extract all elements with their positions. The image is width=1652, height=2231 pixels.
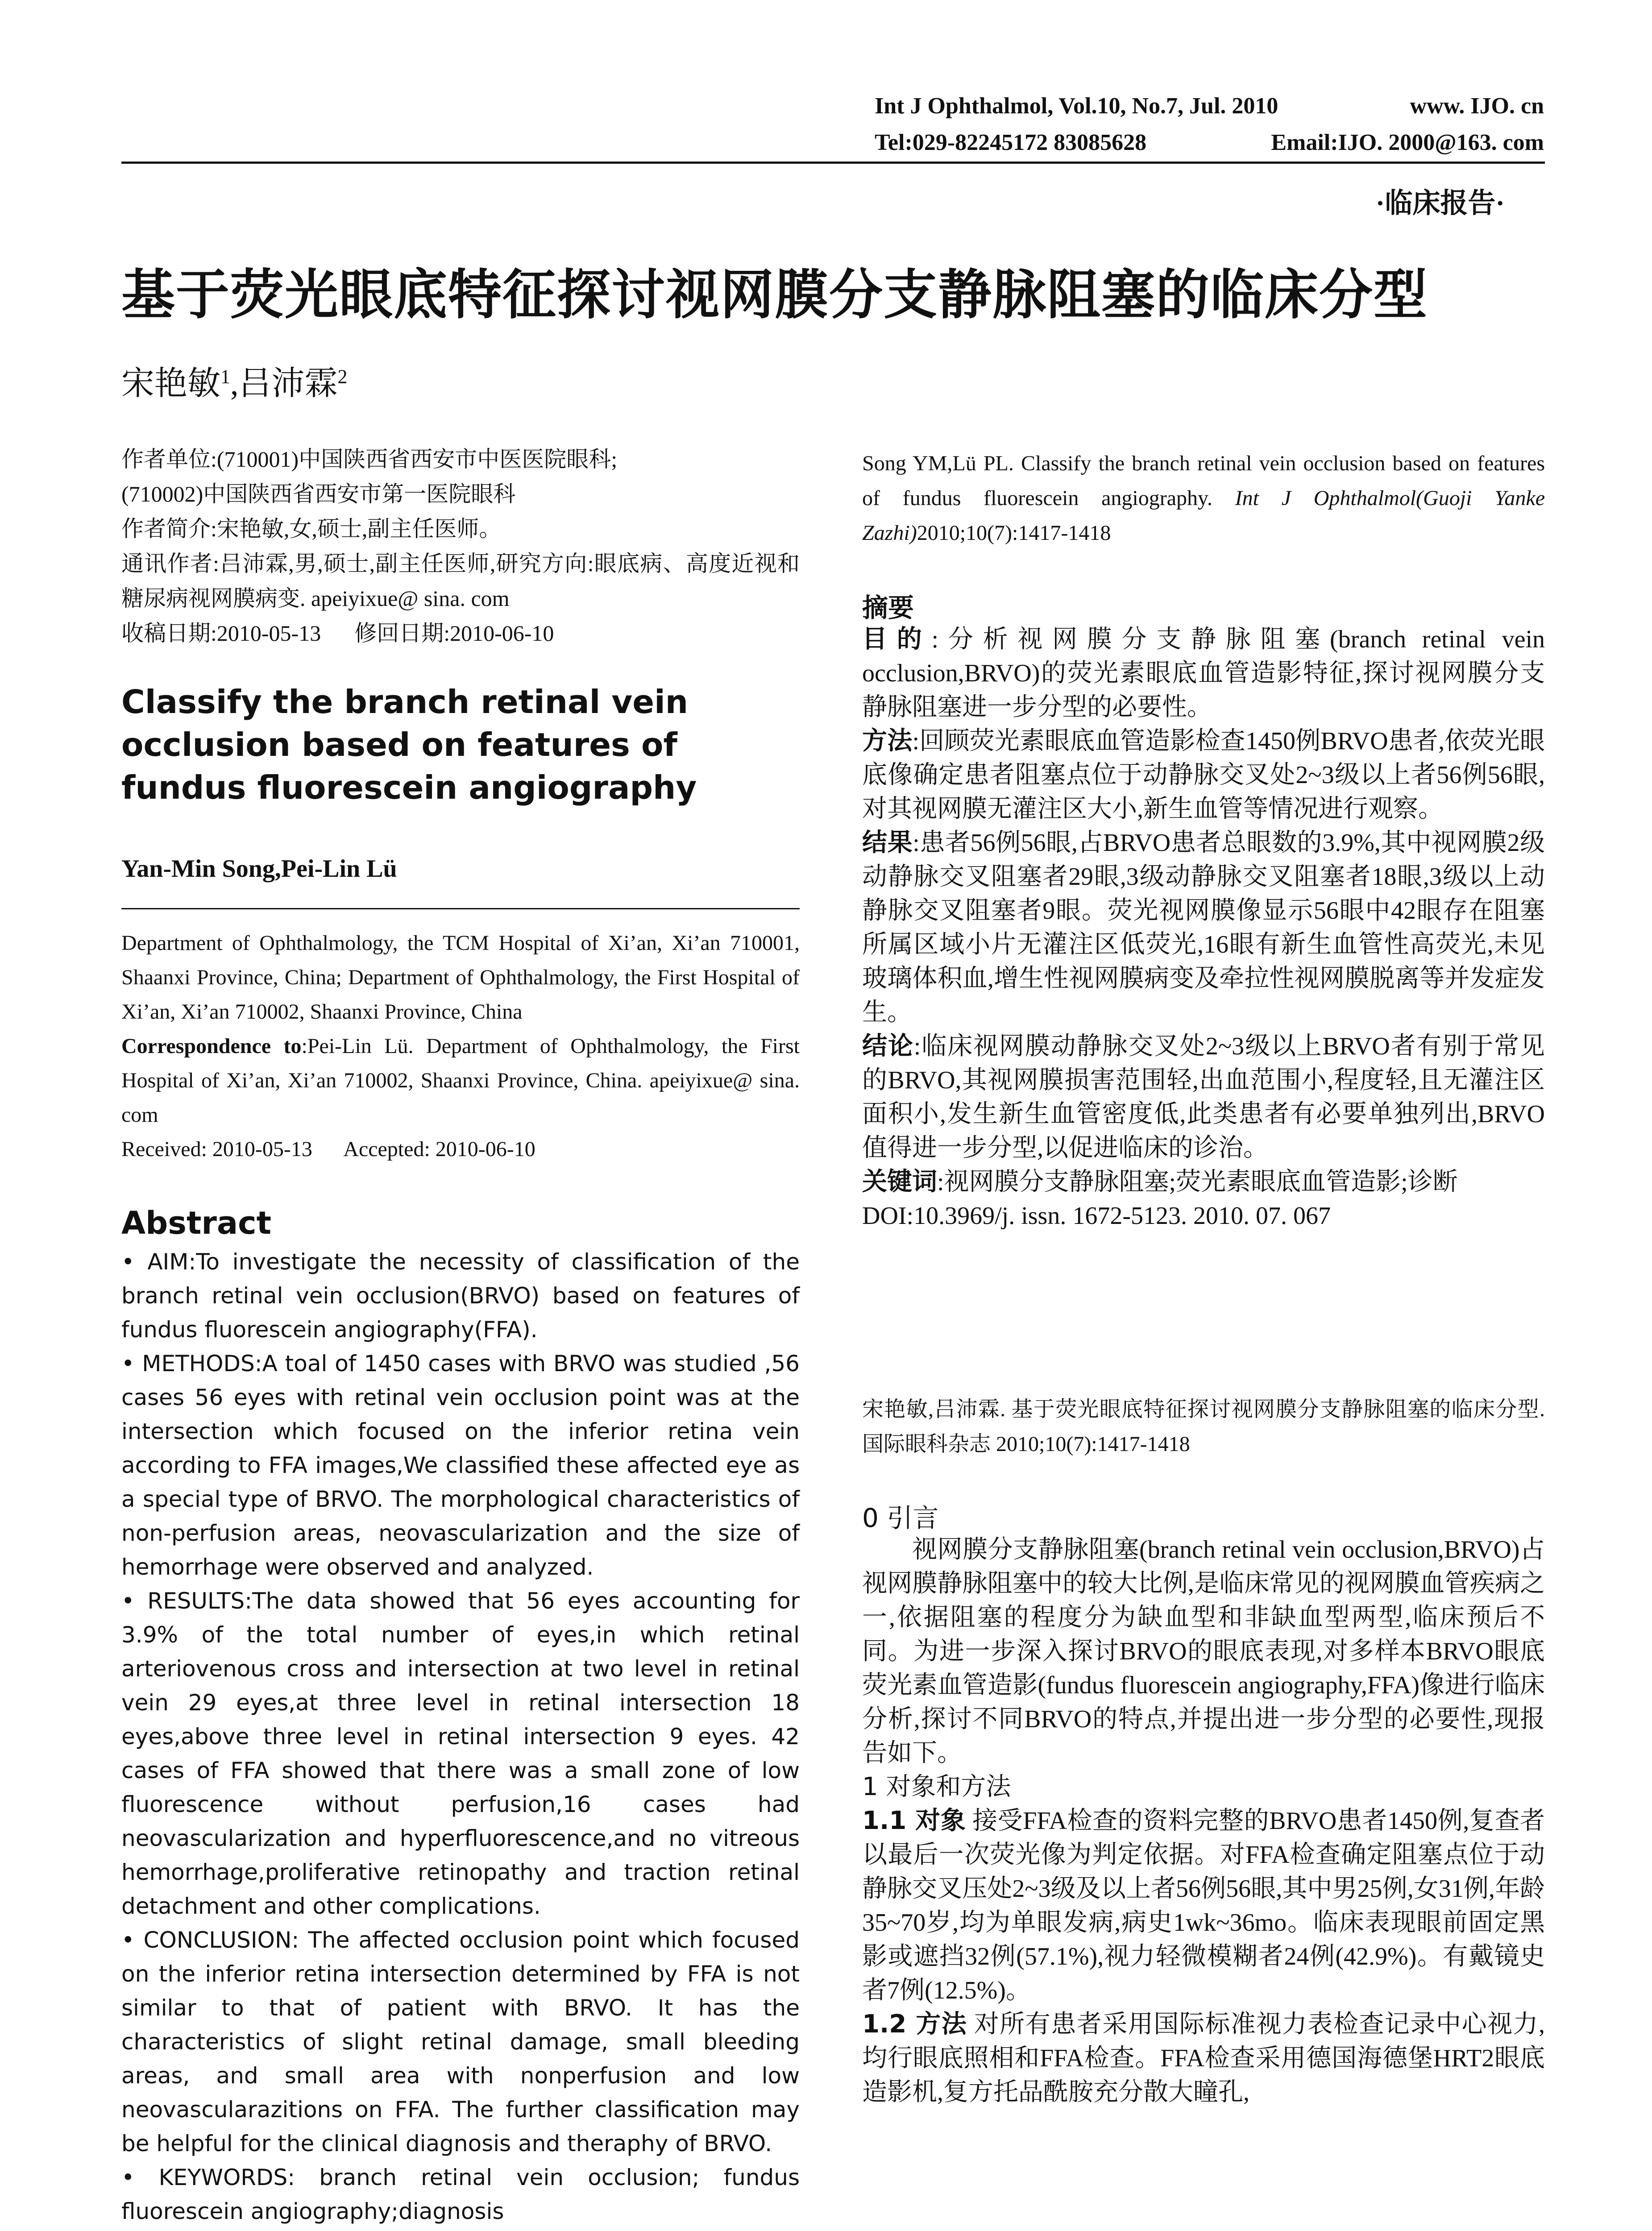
label-methods: 方法 bbox=[862, 726, 913, 755]
text-aim: :分析视网膜分支静脉阻塞(branch retinal vein occlusion,BRVO)的荧光素眼底血管造影特征,探讨视网膜分支静脉阻塞进一步分型的必要性。 bbox=[862, 626, 1545, 721]
section-1-heading: 1 对象和方法 bbox=[862, 1772, 1011, 1801]
text-keywords: :视网膜分支静脉阻塞;荧光素眼底血管造影;诊断 bbox=[937, 1168, 1458, 1196]
abstract-body-cn bbox=[862, 622, 1545, 1233]
author-en-separator: , bbox=[274, 855, 281, 883]
abstract-cn-keywords bbox=[862, 1165, 1545, 1199]
section-0-heading: 0 引言 bbox=[862, 1503, 939, 1533]
section-1-2-label: 1.2 方法 bbox=[862, 2010, 967, 2039]
author-rule bbox=[121, 908, 800, 909]
text-conclusion: :临床视网膜动静脉交叉处2~3级以上BRVO者有别于常见的BRVO,其视网膜损害范围轻,出血范围小,程度轻,且无灌注区面积小,发生新生血管密度低,此类患者有必要单独列出,BRVO值得进一步分型,以促进临床的诊治。 bbox=[862, 1033, 1545, 1162]
citation-english bbox=[862, 446, 1545, 551]
citation-chinese bbox=[862, 1392, 1545, 1462]
authors-chinese bbox=[121, 357, 348, 404]
affiliation-block-cn bbox=[121, 442, 800, 651]
section-0-body bbox=[862, 1533, 1545, 2109]
label-keywords: 关键词 bbox=[862, 1167, 937, 1196]
section-1-2-text: 对所有患者采用国际标准视力表检查记录中心视力,均行眼底照相和FFA检查。FFA检查采用德国海德堡HRT2眼底造影机,复方托品酰胺充分散大瞳孔, bbox=[862, 2011, 1545, 2106]
abstract-cn-results bbox=[862, 826, 1545, 1029]
author-2: 吕沛霖 bbox=[238, 365, 338, 402]
correspondence-en bbox=[121, 1029, 800, 1132]
header-rule bbox=[121, 162, 1545, 164]
abstract-body-en bbox=[121, 1245, 800, 2228]
author-2-affil: 2 bbox=[337, 365, 348, 388]
abstract-cn-conclusion bbox=[862, 1029, 1545, 1165]
citation-en-tail: 2010;10(7):1417-1418 bbox=[917, 521, 1111, 545]
section-1-1 bbox=[862, 1804, 1545, 2007]
correspondence-label: Correspondence to bbox=[121, 1034, 302, 1058]
journal-tel: Tel:029-82245172 83085628 bbox=[875, 130, 1147, 155]
author-intro: 作者简介:宋艳敏,女,硕士,副主任医师。 bbox=[121, 516, 502, 541]
affiliation-line-1: 作者单位:(710001)中国陕西省西安市中医医院眼科; bbox=[121, 447, 618, 472]
author-en-1: Yan-Min Song bbox=[121, 855, 275, 883]
journal-email[interactable]: Email:IJO. 2000@163. com bbox=[1271, 130, 1544, 155]
abstract-keywords: • KEYWORDS: branch retinal vein occlusion; fundus fluorescein angiography;diagnosis bbox=[121, 2165, 800, 2224]
correspondence-text: :Pei-Lin Lü. Department of Ophthalmology, the First Hospital of Xi’an, Xi’an 710002, Shaanxi Province, China. apeiyixue@ sina. com bbox=[121, 1034, 800, 1127]
abstract-aim: • AIM:To investigate the necessity of classification of the branch retinal vein occlusion(BRVO) based on features of fundus fluorescein angiography(FFA). bbox=[121, 1249, 800, 1343]
corresponding-author: 通讯作者:吕沛霖,男,硕士,副主任医师,研究方向:眼底病、高度近视和糖尿病视网膜病变. apeiyixue@ sina. com bbox=[121, 551, 800, 611]
text-results: :患者56例56眼,占BRVO患者总眼数的3.9%,其中视网膜2级动静脉交叉阻塞者29眼,3级动静脉交叉阻塞者18眼,3级以上动静脉交叉阻塞者9眼。荧光视网膜像显示56眼中42眼存在阻塞所属区域小片无灌注区低荧光,16眼有新生血管性高荧光,未见玻璃体积血,增生性视网膜病变及牵拉性视网膜脱离等并发症发生。 bbox=[862, 829, 1545, 1026]
received-dates-en: Received: 2010-05-13 Accepted: 2010-06-10 bbox=[121, 1137, 535, 1161]
abstract-cn-methods bbox=[862, 724, 1545, 826]
doi[interactable]: DOI:10.3969/j. issn. 1672-5123. 2010. 07. 067 bbox=[862, 1202, 1331, 1230]
citation-en-journal: Int J Ophthalmol(Guoji Yanke Zazhi) bbox=[862, 486, 1545, 545]
department-block-en bbox=[121, 926, 800, 1166]
citation-en-text: Song YM,Lü PL. Classify the branch retinal vein occlusion based on features of fundus fluorescein angiography. bbox=[862, 452, 1545, 510]
journal-citation: Int J Ophthalmol, Vol.10, No.7, Jul. 2010 bbox=[875, 93, 1278, 119]
author-1: 宋艳敏 bbox=[121, 365, 220, 402]
section-1-1-text: 接受FFA检查的资料完整的BRVO患者1450例,复查者以最后一次荧光像为判定依据。对FFA检查确定阻塞点位于动静脉交叉压处2~3级及以上者56例56眼,其中男25例,女31例,年龄35~70岁,均为单眼发病,病史1wk~36mo。临床表现眼前固定黑影或遮挡32例(57.1%),视力轻微模糊者24例(42.9%)。有戴镜史者7例(12.5%)。 bbox=[862, 1807, 1545, 2004]
received-dates-cn: 收稿日期:2010-05-13 修回日期:2010-06-10 bbox=[121, 621, 554, 646]
abstract-methods: • METHODS:A toal of 1450 cases with BRVO was studied ,56 cases 56 eyes with retinal vein occlusion point was at the intersection which focused on the inferior retina vein according to FFA images,We classified these affected eye as a special type of BRVO. The morphological characteristics of non-perfusion areas, neovascularization and the size of hemorrhage were observed and analyzed. bbox=[121, 1351, 800, 1580]
journal-website[interactable]: www. IJO. cn bbox=[1410, 93, 1544, 119]
intro-paragraph: 视网膜分支静脉阻塞(branch retinal vein occlusion,BRVO)占视网膜静脉阻塞中的较大比例,是临床常见的视网膜血管疾病之一,依据阻塞的程度分为缺血型和非缺血型两型,临床预后不同。为进一步深入探讨BRVO的眼底表现,对多样本BRVO眼底荧光素血管造影(fundus fluorescein angiography,FFA)像进行临床分析,探讨不同BRVO的特点,并提出进一步分型的必要性,现报告如下。 bbox=[862, 1536, 1545, 1767]
abstract-results: • RESULTS:The data showed that 56 eyes accounting for 3.9% of the total number of eyes,in which retinal arteriovenous cross and intersection at two level in retinal vein 29 eyes,at three level in retinal intersection 18 eyes,above three level in retinal intersection 9 eyes. 42 cases of FFA showed that there was a small zone of low fluorescence without perfusion,16 cases had neovascularization and hyperfluorescence,and no vitreous hemorrhage,proliferative retinopathy and traction retinal detachment and other complications. bbox=[121, 1588, 800, 1919]
running-header-contact bbox=[875, 129, 1544, 156]
label-aim: 目的 bbox=[862, 625, 932, 654]
author-1-affil: 1 bbox=[220, 365, 230, 388]
title-chinese: 基于荧光眼底特征探讨视网膜分支静脉阻塞的临床分型 bbox=[121, 264, 1428, 326]
abstract-heading-cn: 摘要 bbox=[862, 593, 914, 623]
section-tag: ·临床报告· bbox=[1375, 188, 1505, 219]
author-separator: , bbox=[230, 365, 239, 402]
authors-english bbox=[121, 854, 800, 883]
author-en-2: Pei-Lin Lü bbox=[281, 855, 397, 883]
section-1-1-label: 1.1 对象 bbox=[862, 1806, 966, 1835]
citation-cn-text: 宋艳敏,吕沛霖. 基于荧光眼底特征探讨视网膜分支静脉阻塞的临床分型. 国际眼科杂志 2010;10(7):1417-1418 bbox=[862, 1397, 1545, 1456]
department-text: Department of Ophthalmology, the TCM Hospital of Xi’an, Xi’an 710001, Shaanxi Province, China; Department of Ophthalmology, the First Hospital of Xi’an, Xi’an 710002, Shaanxi Province, China bbox=[121, 931, 800, 1024]
label-results: 结果 bbox=[862, 828, 913, 857]
affiliation-line-2: (710002)中国陕西省西安市第一医院眼科 bbox=[121, 481, 516, 506]
abstract-cn-aim bbox=[862, 622, 1545, 724]
title-english: Classify the branch retinal vein occlusion based on features of fundus fluorescein angiography bbox=[121, 683, 697, 806]
abstract-conclusion: • CONCLUSION: The affected occlusion point which focused on the inferior retina intersection determined by FFA is not similar to that of patient with BRVO. It has the characteristics of slight retinal damage, small bleeding areas, and small area with nonperfusion and low neovascularazitions on FFA. The further classification may be helpful for the clinical diagnosis and theraphy of BRVO. bbox=[121, 1927, 800, 2156]
abstract-heading-en: Abstract bbox=[121, 1205, 272, 1241]
text-methods: :回顾荧光素眼底血管造影检查1450例BRVO患者,依荧光眼底像确定患者阻塞点位于动静脉交叉处2~3级以上者56例56眼,对其视网膜无灌注区大小,新生血管等情况进行观察。 bbox=[862, 727, 1545, 823]
label-conclusion: 结论 bbox=[862, 1032, 914, 1061]
running-header-journal bbox=[875, 93, 1544, 119]
section-1-2 bbox=[862, 2007, 1545, 2109]
citation-en-para bbox=[862, 446, 1545, 551]
